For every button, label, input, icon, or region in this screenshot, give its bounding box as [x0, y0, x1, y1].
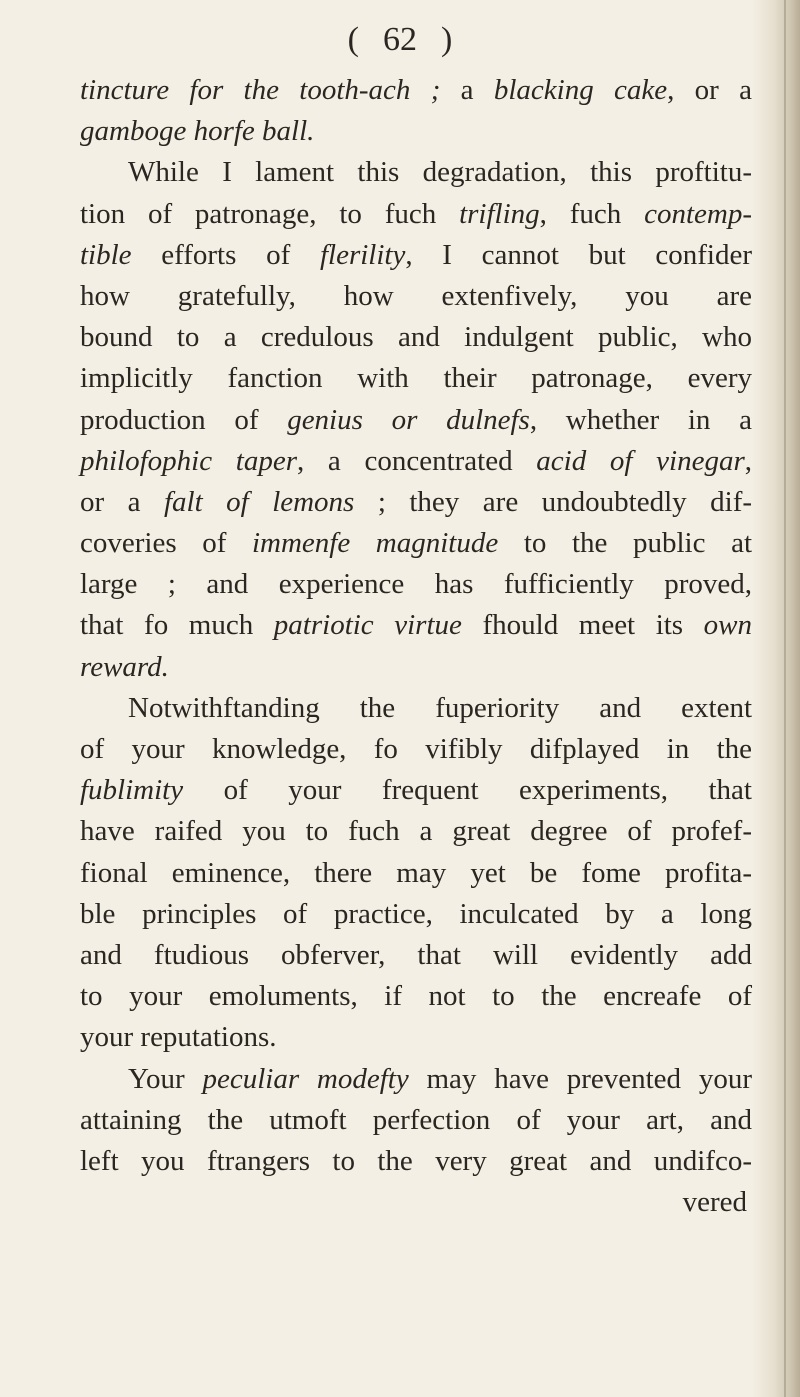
text-line-27: left you ftrangers to the very great and undifco- [80, 1144, 752, 1177]
page-header [0, 20, 800, 60]
text-line-14: that fo much patriotic virtue fhould meet its own [80, 609, 753, 642]
text-line-22: and ftudious obferver, that will evidently add [80, 938, 752, 971]
text-line-7: bound to a credulous and indulgent public, who [80, 321, 752, 354]
text-line-2: gamboge horfe ball. [80, 115, 315, 148]
body-text [80, 70, 752, 1223]
open-paren: ( [347, 21, 359, 58]
text-line-18: fublimity of your frequent experiments, that [80, 774, 752, 807]
text-line-9: production of genius or dulnefs, whether in a [80, 403, 752, 436]
catchword: vered [682, 1186, 747, 1219]
text-line-4: tion of patronage, to fuch trifling, fuch contemp- [80, 197, 752, 230]
page-edge-line [784, 0, 786, 1397]
close-paren: ) [441, 21, 453, 58]
text-line-15: reward. [80, 650, 169, 683]
text-line-16: Notwithftanding the fuperiority and extent [128, 691, 752, 724]
text-line-10: philofophic taper, a concentrated acid of vinegar, [80, 444, 752, 477]
page-edge-shadow [752, 0, 800, 1397]
text-line-25: Your peculiar modefty may have prevented your [128, 1062, 752, 1095]
text-line-6: how gratefully, how extenfively, you are [80, 279, 752, 312]
text-line-24: your reputations. [80, 1021, 277, 1054]
text-line-11: or a falt of lemons ; they are undoubtedly dif- [80, 485, 753, 518]
text-line-21: ble principles of practice, inculcated by a long [80, 897, 752, 930]
text-line-5: tible efforts of flerility, I cannot but confider [80, 238, 752, 271]
text-line-23: to your emoluments, if not to the encreafe of [80, 980, 752, 1013]
text-line-1: tincture for the tooth-ach ; a blacking cake, or a [80, 74, 753, 106]
text-line-19: have raifed you to fuch a great degree of profef- [80, 815, 752, 848]
text-line-20: fional eminence, there may yet be fome profita- [80, 856, 752, 889]
text-line-12: coveries of immenfe magnitude to the public at [80, 527, 753, 560]
text-line-13: large ; and experience has fufficiently proved, [80, 568, 752, 601]
text-line-8: implicitly fanction with their patronage, every [80, 362, 752, 395]
page-number: 62 [383, 21, 417, 58]
text-line-17: of your knowledge, fo vifibly difplayed in the [80, 733, 752, 765]
text-line-26: attaining the utmoft perfection of your art, and [80, 1103, 752, 1136]
text-line-3: While I lament this degradation, this proftitu- [128, 156, 752, 189]
